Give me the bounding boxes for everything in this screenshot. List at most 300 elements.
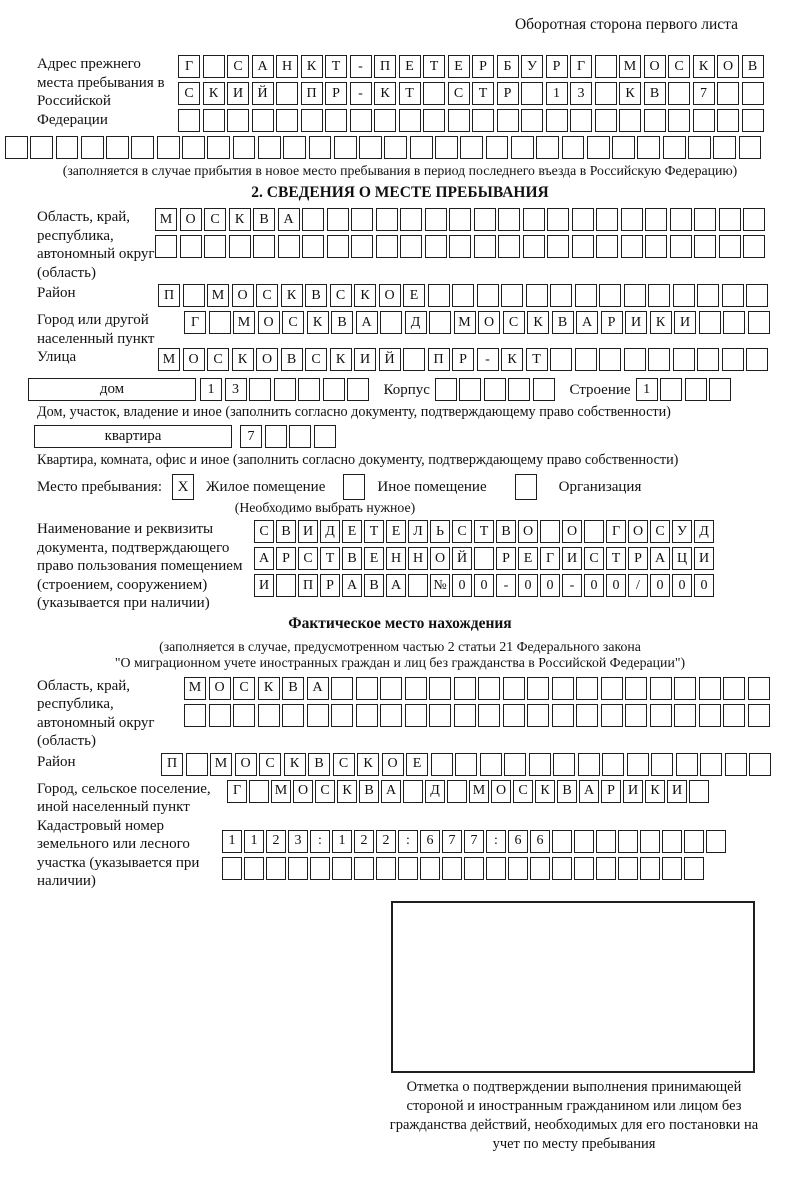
- stamp-caption: Отметка о подтверждении выполнения принимающей стороной и иностранным гражданином или лицом без гражданства действий, необходимых для его постановки на учет по месту пребывания: [389, 1078, 759, 1152]
- char-cell: П: [298, 574, 318, 597]
- char-cell: [351, 235, 373, 258]
- stamp-box: [391, 901, 755, 1073]
- char-cell: [56, 136, 79, 159]
- stroenie-row: [636, 378, 734, 401]
- char-cell: [302, 208, 324, 231]
- char-cell: К: [284, 753, 306, 776]
- char-cell: [278, 235, 300, 258]
- char-cell: [155, 235, 177, 258]
- char-cell: [428, 284, 450, 307]
- house-block: [5, 378, 795, 402]
- char-cell: К: [229, 208, 251, 231]
- char-cell: Р: [325, 82, 347, 105]
- char-cell: [684, 830, 704, 853]
- char-cell: С: [256, 284, 278, 307]
- prev-address-caption: (заполняется в случае прибытия в новое место пребывания в период последнего въезда в Российскую Федерацию): [62, 163, 738, 178]
- char-cell: И: [227, 82, 249, 105]
- char-cell: [624, 348, 646, 371]
- char-cell: С: [282, 311, 304, 334]
- stay-option-other-premises-label: Иное помещение: [377, 478, 487, 495]
- char-cell: [327, 235, 349, 258]
- char-cell: А: [307, 677, 329, 700]
- char-cell: [660, 378, 682, 401]
- actual-location-caption-1: (заполняется в случае, предусмотренном частью 2 статьи 21 Федерального закона: [159, 638, 641, 654]
- char-cell: Т: [472, 82, 494, 105]
- char-cell: [553, 753, 575, 776]
- char-cell: [209, 704, 231, 727]
- char-cell: А: [278, 208, 300, 231]
- char-cell: [540, 520, 560, 543]
- char-cell: :: [398, 830, 418, 853]
- char-cell: К: [693, 55, 715, 78]
- region-row-2: [155, 235, 768, 258]
- char-cell: О: [209, 677, 231, 700]
- char-cell: Г: [227, 780, 247, 803]
- char-cell: И: [674, 311, 696, 334]
- char-cell: :: [486, 830, 506, 853]
- char-cell: 1: [636, 378, 658, 401]
- char-cell: [670, 235, 692, 258]
- char-cell: [405, 677, 427, 700]
- char-cell: 3: [288, 830, 308, 853]
- char-cell: [576, 677, 598, 700]
- char-cell: [670, 208, 692, 231]
- cadastral-label: Кадастровый номер земельного или лесного участка (указывается при наличии): [37, 817, 200, 889]
- actual-region-row-1: [184, 677, 772, 700]
- char-cell: 0: [672, 574, 692, 597]
- char-cell: С: [259, 753, 281, 776]
- char-cell: [376, 235, 398, 258]
- actual-location-caption-2: "О миграционном учете иностранных граждан и лиц без гражданства в Российской Федерации"): [114, 654, 686, 670]
- char-cell: [374, 109, 396, 132]
- char-cell: [697, 348, 719, 371]
- char-cell: [380, 311, 402, 334]
- char-cell: И: [562, 547, 582, 570]
- char-cell: А: [254, 547, 274, 570]
- char-cell: [327, 208, 349, 231]
- char-cell: [650, 677, 672, 700]
- char-cell: [547, 235, 569, 258]
- char-cell: [748, 311, 770, 334]
- city-block: [5, 311, 795, 348]
- char-cell: [449, 208, 471, 231]
- char-cell: [30, 136, 53, 159]
- char-cell: [688, 136, 711, 159]
- char-cell: С: [207, 348, 229, 371]
- char-cell: [183, 284, 205, 307]
- char-cell: [376, 857, 396, 880]
- char-cell: [503, 704, 525, 727]
- char-cell: [323, 378, 345, 401]
- section2-title: 2. СВЕДЕНИЯ О МЕСТЕ ПРЕБЫВАНИЯ: [251, 184, 549, 201]
- char-cell: Р: [320, 574, 340, 597]
- char-cell: [521, 82, 543, 105]
- char-cell: С: [204, 208, 226, 231]
- char-cell: О: [562, 520, 582, 543]
- region-row-1: [155, 208, 768, 231]
- char-cell: [717, 109, 739, 132]
- char-cell: [276, 574, 296, 597]
- char-cell: 3: [570, 82, 592, 105]
- char-cell: К: [337, 780, 357, 803]
- char-cell: [227, 109, 249, 132]
- char-cell: [474, 547, 494, 570]
- char-cell: [455, 753, 477, 776]
- document-label: Наименование и реквизиты документа, подтверждающего право пользования помещением (строением, сооружением) (указывается при наличии): [37, 521, 243, 611]
- char-cell: О: [180, 208, 202, 231]
- prev-address-row-2: [178, 82, 766, 105]
- char-cell: С: [452, 520, 472, 543]
- char-cell: В: [282, 677, 304, 700]
- char-cell: Т: [399, 82, 421, 105]
- char-cell: [706, 830, 726, 853]
- char-cell: О: [518, 520, 538, 543]
- char-cell: К: [645, 780, 665, 803]
- char-cell: 0: [650, 574, 670, 597]
- char-cell: О: [258, 311, 280, 334]
- document-row-1: [254, 520, 716, 543]
- document-row-3: [254, 574, 716, 597]
- char-cell: И: [298, 520, 318, 543]
- char-cell: О: [232, 284, 254, 307]
- char-cell: [356, 704, 378, 727]
- char-cell: [533, 378, 555, 401]
- char-cell: /: [628, 574, 648, 597]
- char-cell: [547, 208, 569, 231]
- stroenie-label: Строение: [569, 382, 631, 398]
- char-cell: [722, 284, 744, 307]
- actual-city-label: Город, сельское поселение, иной населенный пункт: [37, 780, 211, 815]
- char-cell: [452, 284, 474, 307]
- char-cell: О: [183, 348, 205, 371]
- char-cell: [359, 136, 382, 159]
- char-cell: К: [203, 82, 225, 105]
- document-rows: [254, 520, 716, 601]
- char-cell: [625, 677, 647, 700]
- char-cell: А: [576, 311, 598, 334]
- char-cell: №: [430, 574, 450, 597]
- char-cell: [464, 857, 484, 880]
- char-cell: С: [668, 55, 690, 78]
- char-cell: [562, 136, 585, 159]
- char-cell: С: [650, 520, 670, 543]
- char-cell: [648, 348, 670, 371]
- char-cell: [347, 378, 369, 401]
- char-cell: К: [281, 284, 303, 307]
- char-cell: В: [253, 208, 275, 231]
- region-block: [5, 208, 795, 282]
- actual-region-label: Область, край, республика, автономный округ (область): [37, 677, 155, 749]
- char-cell: Д: [320, 520, 340, 543]
- char-cell: У: [672, 520, 692, 543]
- char-cell: [743, 208, 765, 231]
- char-cell: -: [350, 55, 372, 78]
- char-cell: :: [310, 830, 330, 853]
- char-cell: [651, 753, 673, 776]
- char-cell: [351, 208, 373, 231]
- char-cell: [599, 348, 621, 371]
- char-cell: [472, 109, 494, 132]
- char-cell: [523, 208, 545, 231]
- actual-city-block: [5, 780, 795, 817]
- char-cell: [384, 136, 407, 159]
- char-cell: [574, 857, 594, 880]
- char-cell: 1: [200, 378, 222, 401]
- char-cell: [182, 136, 205, 159]
- char-cell: [723, 311, 745, 334]
- char-cell: [572, 208, 594, 231]
- char-cell: [723, 677, 745, 700]
- char-cell: Р: [276, 547, 296, 570]
- char-cell: [601, 677, 623, 700]
- char-cell: [314, 425, 336, 448]
- char-cell: [575, 348, 597, 371]
- char-cell: О: [717, 55, 739, 78]
- char-cell: [222, 857, 242, 880]
- char-cell: [484, 378, 506, 401]
- stay-option-organization-label: Организация: [558, 478, 642, 495]
- char-cell: [508, 857, 528, 880]
- char-cell: [596, 830, 616, 853]
- korpus-row: [435, 378, 558, 401]
- char-cell: [380, 677, 402, 700]
- street-label: Улица: [37, 349, 77, 365]
- char-cell: [178, 109, 200, 132]
- char-cell: [624, 284, 646, 307]
- char-cell: 1: [244, 830, 264, 853]
- char-cell: [527, 677, 549, 700]
- char-cell: [478, 677, 500, 700]
- char-cell: О: [628, 520, 648, 543]
- char-cell: [376, 208, 398, 231]
- char-cell: [550, 348, 572, 371]
- char-cell: А: [356, 311, 378, 334]
- char-cell: Р: [497, 82, 519, 105]
- char-cell: [331, 677, 353, 700]
- char-cell: [252, 109, 274, 132]
- char-cell: [668, 109, 690, 132]
- char-cell: [203, 55, 225, 78]
- char-cell: [276, 109, 298, 132]
- char-cell: [673, 348, 695, 371]
- char-cell: [743, 235, 765, 258]
- char-cell: [398, 857, 418, 880]
- char-cell: В: [342, 547, 362, 570]
- char-cell: А: [650, 547, 670, 570]
- char-cell: [595, 55, 617, 78]
- char-cell: М: [469, 780, 489, 803]
- char-cell: [354, 857, 374, 880]
- char-cell: О: [382, 753, 404, 776]
- char-cell: Г: [570, 55, 592, 78]
- char-cell: Н: [408, 547, 428, 570]
- char-cell: В: [276, 520, 296, 543]
- char-cell: В: [305, 284, 327, 307]
- prev-address-block: [5, 55, 795, 136]
- char-cell: 0: [606, 574, 626, 597]
- char-cell: [699, 704, 721, 727]
- char-cell: [233, 136, 256, 159]
- char-cell: [442, 857, 462, 880]
- char-cell: [184, 704, 206, 727]
- char-cell: [498, 208, 520, 231]
- char-cell: О: [430, 547, 450, 570]
- char-cell: Т: [364, 520, 384, 543]
- char-cell: Й: [252, 82, 274, 105]
- char-cell: Н: [276, 55, 298, 78]
- char-cell: Г: [540, 547, 560, 570]
- char-cell: -: [477, 348, 499, 371]
- region-rows: [155, 208, 768, 262]
- char-cell: С: [233, 677, 255, 700]
- char-cell: [288, 857, 308, 880]
- char-cell: [403, 780, 423, 803]
- district-block: [5, 284, 795, 311]
- char-cell: [423, 82, 445, 105]
- house-number-row: [200, 378, 372, 401]
- char-cell: [380, 704, 402, 727]
- char-cell: [618, 857, 638, 880]
- char-cell: [478, 704, 500, 727]
- char-cell: [504, 753, 526, 776]
- char-cell: [283, 136, 306, 159]
- char-cell: [722, 348, 744, 371]
- char-cell: -: [562, 574, 582, 597]
- char-cell: Т: [320, 547, 340, 570]
- prev-address-row-3: [178, 109, 766, 132]
- char-cell: [477, 284, 499, 307]
- char-cell: [429, 677, 451, 700]
- char-cell: И: [667, 780, 687, 803]
- char-cell: К: [650, 311, 672, 334]
- char-cell: В: [364, 574, 384, 597]
- char-cell: [584, 520, 604, 543]
- char-cell: К: [501, 348, 523, 371]
- char-cell: [650, 704, 672, 727]
- prev-address-label: Адрес прежнего места пребывания в Российской Федерации: [37, 56, 165, 128]
- char-cell: [536, 136, 559, 159]
- char-cell: С: [513, 780, 533, 803]
- char-cell: [676, 753, 698, 776]
- char-cell: [612, 136, 635, 159]
- char-cell: С: [178, 82, 200, 105]
- char-cell: [694, 208, 716, 231]
- char-cell: [474, 235, 496, 258]
- char-cell: И: [354, 348, 376, 371]
- char-cell: В: [331, 311, 353, 334]
- char-cell: [253, 235, 275, 258]
- char-cell: М: [271, 780, 291, 803]
- char-cell: С: [298, 547, 318, 570]
- char-cell: [621, 208, 643, 231]
- char-cell: Р: [628, 547, 648, 570]
- char-cell: [431, 753, 453, 776]
- char-cell: [684, 857, 704, 880]
- char-cell: К: [301, 55, 323, 78]
- char-cell: [454, 677, 476, 700]
- char-cell: Т: [423, 55, 445, 78]
- char-cell: Е: [364, 547, 384, 570]
- char-cell: Р: [601, 780, 621, 803]
- checkbox-residential: X: [172, 474, 194, 500]
- actual-region-rows: [184, 677, 772, 731]
- char-cell: [673, 284, 695, 307]
- char-cell: А: [342, 574, 362, 597]
- char-cell: [486, 136, 509, 159]
- document-block: [5, 520, 795, 613]
- stay-option-residential-label: Жилое помещение: [206, 478, 326, 495]
- page-header-note: Оборотная сторона первого листа: [514, 16, 738, 33]
- char-cell: М: [454, 311, 476, 334]
- char-cell: Р: [601, 311, 623, 334]
- actual-district-label: Район: [37, 753, 76, 770]
- char-cell: [81, 136, 104, 159]
- char-cell: [550, 284, 572, 307]
- char-cell: [749, 753, 771, 776]
- char-cell: И: [254, 574, 274, 597]
- char-cell: [587, 136, 610, 159]
- char-cell: [498, 235, 520, 258]
- char-cell: [523, 235, 545, 258]
- char-cell: В: [359, 780, 379, 803]
- char-cell: [521, 109, 543, 132]
- char-cell: [689, 780, 709, 803]
- char-cell: [289, 425, 311, 448]
- char-cell: [739, 136, 762, 159]
- char-cell: [486, 857, 506, 880]
- char-cell: [454, 704, 476, 727]
- char-cell: [530, 857, 550, 880]
- actual-region-row-2: [184, 704, 772, 727]
- char-cell: П: [161, 753, 183, 776]
- char-cell: Ц: [672, 547, 692, 570]
- apartment-box-label: квартира: [34, 425, 232, 448]
- char-cell: [527, 704, 549, 727]
- char-cell: С: [330, 284, 352, 307]
- char-cell: 0: [694, 574, 714, 597]
- char-cell: П: [428, 348, 450, 371]
- char-cell: Й: [452, 547, 472, 570]
- char-cell: П: [158, 284, 180, 307]
- char-cell: Р: [452, 348, 474, 371]
- stay-type-caption: (Необходимо выбрать нужное): [234, 500, 416, 515]
- char-cell: М: [233, 311, 255, 334]
- stay-type-label: Место пребывания:: [37, 478, 162, 495]
- char-cell: М: [155, 208, 177, 231]
- char-cell: [552, 830, 572, 853]
- char-cell: 6: [530, 830, 550, 853]
- char-cell: [332, 857, 352, 880]
- char-cell: Т: [606, 547, 626, 570]
- char-cell: [400, 208, 422, 231]
- char-cell: [276, 82, 298, 105]
- char-cell: В: [557, 780, 577, 803]
- char-cell: П: [301, 82, 323, 105]
- char-cell: -: [496, 574, 516, 597]
- char-cell: [209, 311, 231, 334]
- char-cell: 7: [240, 425, 262, 448]
- char-cell: 6: [508, 830, 528, 853]
- char-cell: [399, 109, 421, 132]
- char-cell: Т: [474, 520, 494, 543]
- char-cell: [258, 136, 281, 159]
- prev-address-rows: [178, 55, 766, 136]
- char-cell: [674, 677, 696, 700]
- char-cell: [709, 378, 731, 401]
- char-cell: 6: [420, 830, 440, 853]
- city-label: Город или другой населенный пункт: [37, 312, 155, 347]
- char-cell: Е: [399, 55, 421, 78]
